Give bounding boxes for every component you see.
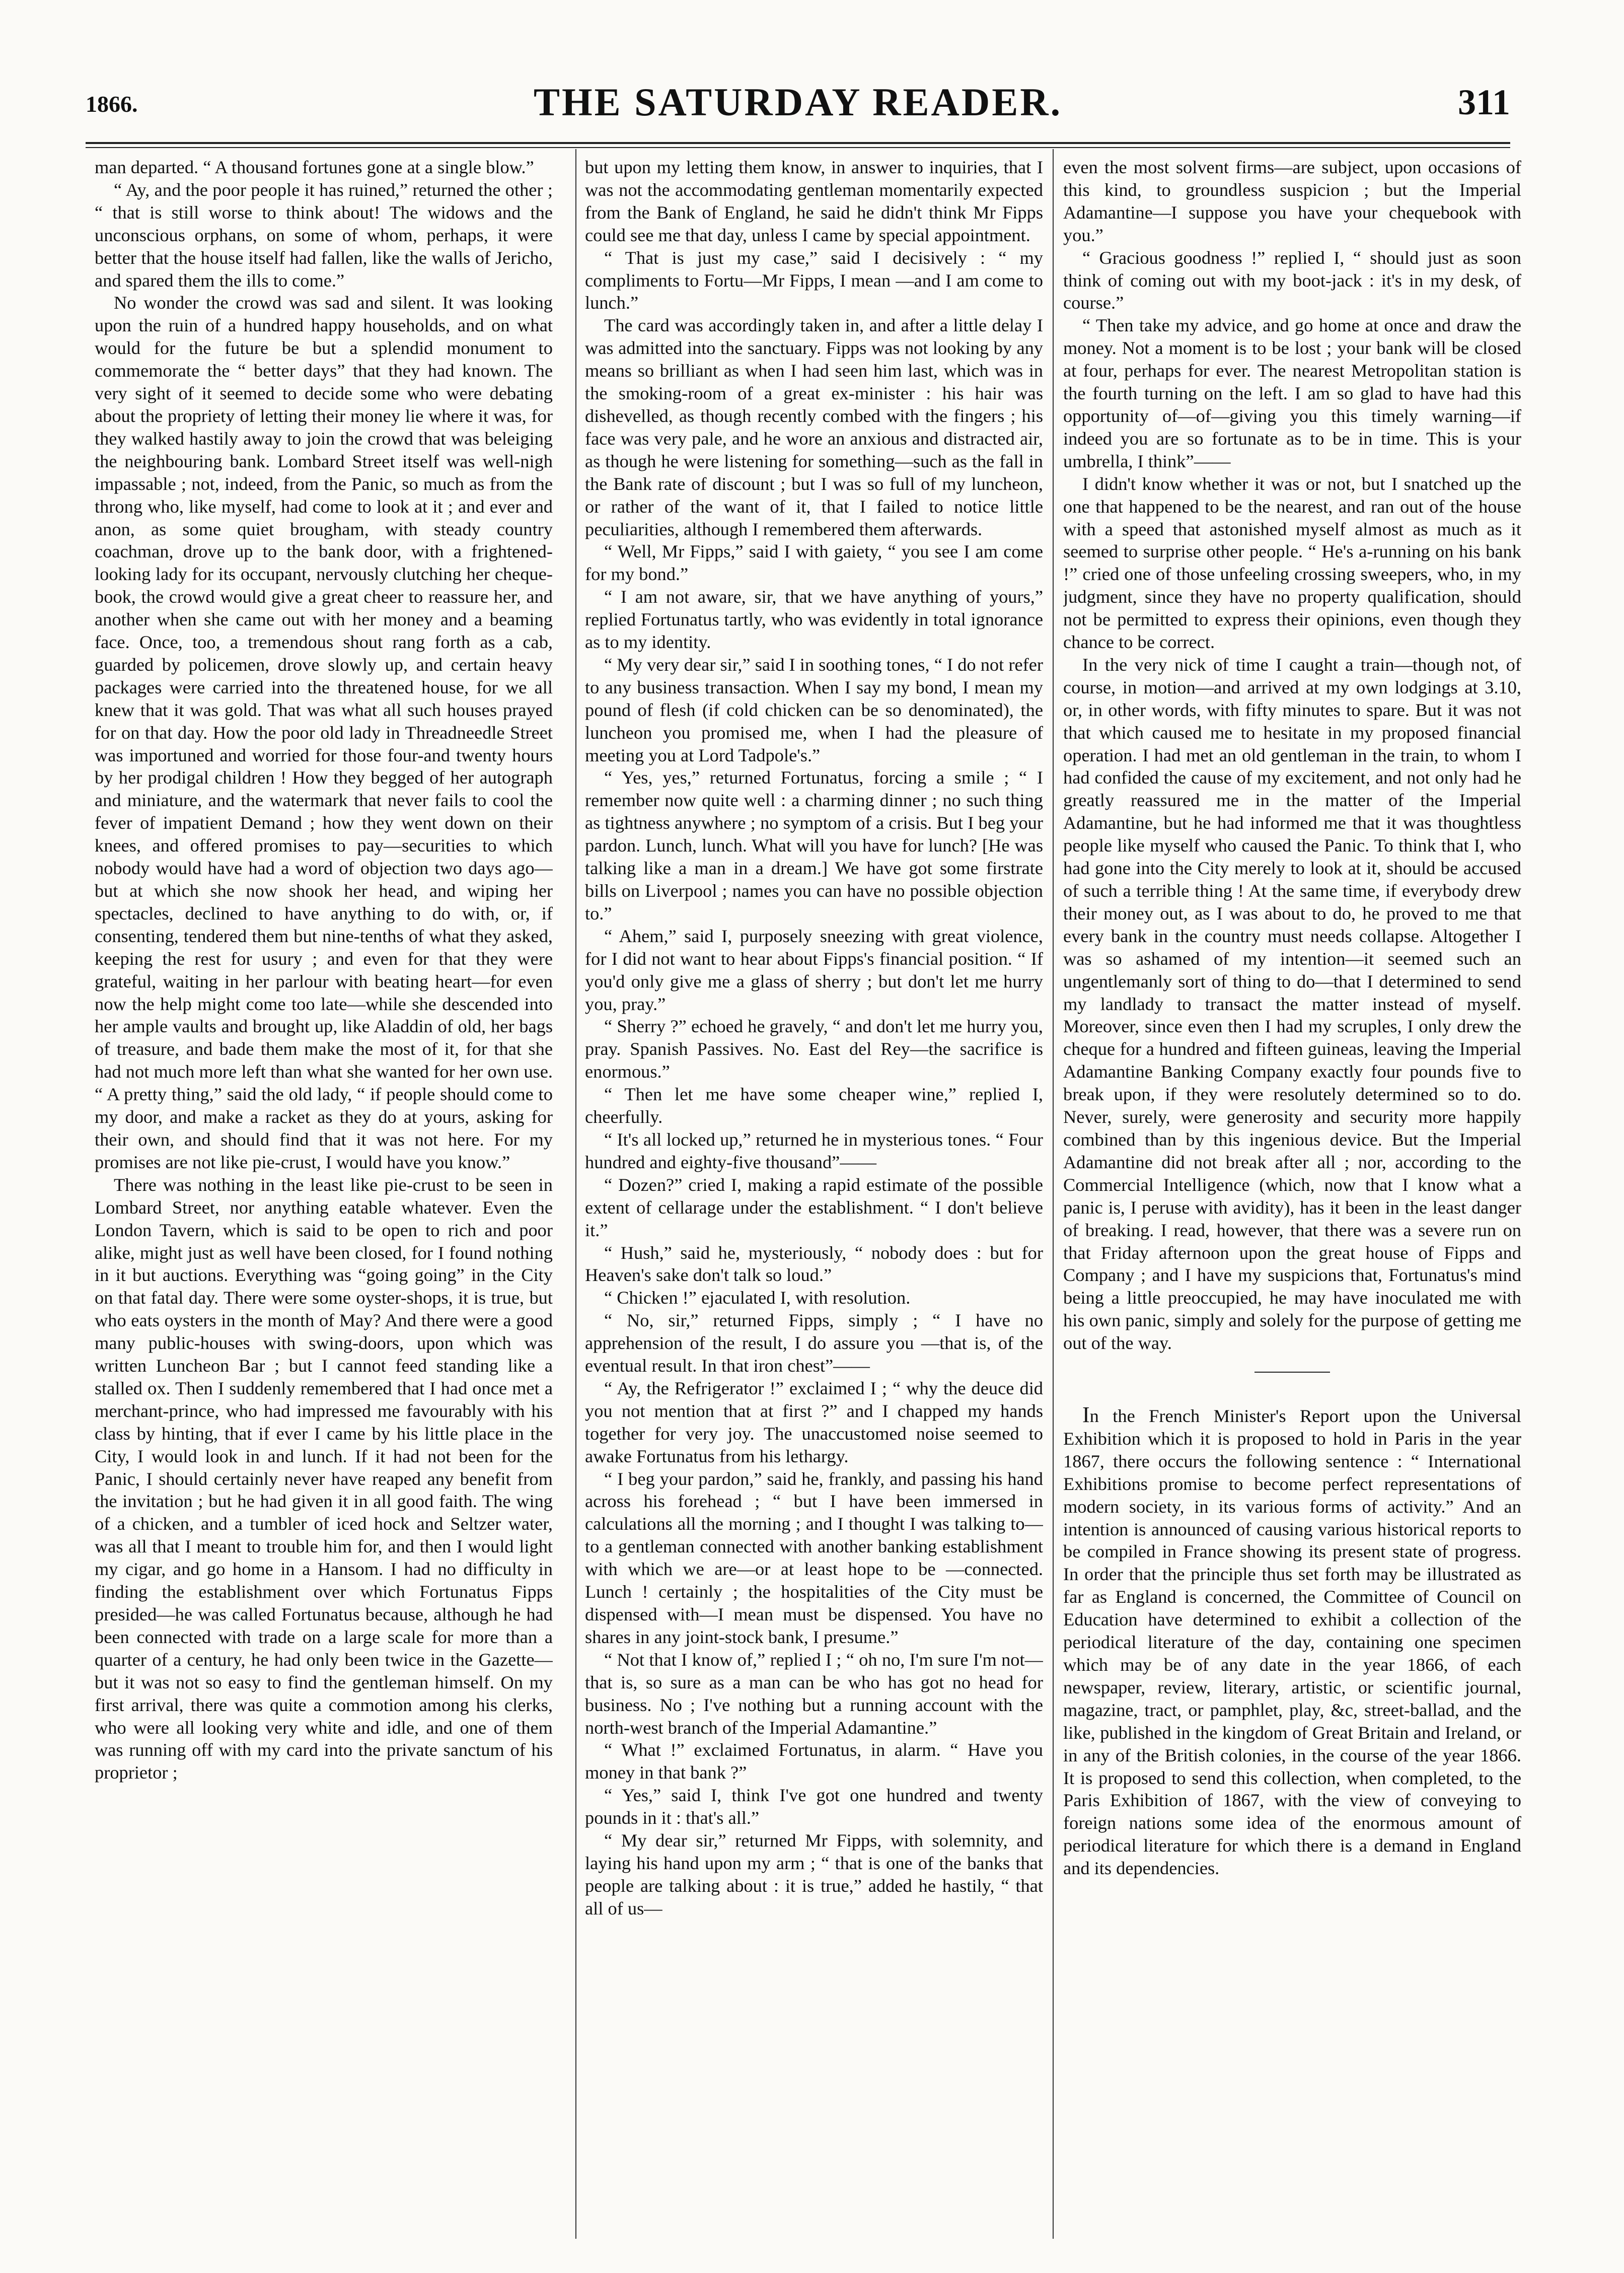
column-2 <box>585 156 1043 2246</box>
paragraph: “ I am not aware, sir, that we have anything of yours,” replied Fortunatus tartly, who was evidently in total ignorance as to my identity. <box>585 587 1043 653</box>
paragraph: In the very nick of time I caught a train—though not, of course, in motion—and arrived at my own lodgings at 3.10, or, in other words, with fifty minutes to spare. But it was not that which caused me to hesitate in my proposed financial operation. I had met an old gentleman in the train, to whom I had confided the cause of my excitement, and not only had he greatly reassured me in the matter of the Imperial Adamantine, but he had informed me that it was thoughtless people like myself who caused the Panic. To think that I, who had gone into the City merely to look at it, should be accused of such a terrible thing ! At the same time, if everybody drew their money out, as I was about to do, he proved to me that every bank in the country must needs collapse. Altogether I was so ashamed of my intention—it seemed such an ungentlemanly sort of thing to do—that I determined to send my landlady to transact the matter instead of myself. Moreover, since even then I had my scruples, I only drew the cheque for a hundred and fifteen guineas, leaving the Imperial Adamantine Banking Company exactly four pounds five to break upon, if they were resolutely determined so to do. Never, surely, were generosity and security more happily combined than by this ingenious device. But the Imperial Adamantine did not break after all ; nor, according to the Commercial Intelligence (which, now that I know what a panic is, I peruse with avidity), has it been in the least danger of breaking. I read, however, that there was a severe run on that Friday afternoon upon the great house of Fipps and Company ; and I have my suspicions that, Fortunatus's mind being a little preoccupied, he may have inoculated me with his own panic, simply and solely for the purpose of getting me out of the way. <box>1063 654 1521 1354</box>
header-rule-thin <box>86 147 1510 148</box>
paragraph: “ Not that I know of,” replied I ; “ oh no, I'm sure I'm not—that is, so sure as a man can be who has got no head for business. No ; I've nothing but a running account with the north-west branch of the Imperial Adamantine.” <box>585 1649 1043 1738</box>
paragraph: “ Dozen?” cried I, making a rapid estimate of the possible extent of cellarage under the establishment. “ I don't believe it.” <box>585 1174 1043 1240</box>
paragraph: I didn't know whether it was or not, but I snatched up the one that happened to be the nearest, and ran out of the house with a speed that astonished myself almost as much as it seemed to surprise other people. “ He's a-running on his bank !” cried one of those unfeeling crossing sweepers, who, in my judgment, since they have no property qualification, should not be permitted to express their opinions, even though they chance to be correct. <box>1063 473 1521 653</box>
paragraph: even the most solvent firms—are subject, upon occasions of this kind, to groundless suspicion ; but the Imperial Adamantine—I suppose you have your chequebook with you.” <box>1063 157 1521 245</box>
paragraph: “ Ahem,” said I, purposely sneezing with great violence, for I did not want to hear about Fipps's financial position. “ If you'd only give me a glass of sherry ; but don't let me hurry you, pray.” <box>585 926 1043 1014</box>
paragraph: In the French Minister's Report upon the Universal Exhibition which it is proposed to hold in Paris in the year 1867, there occurs the following sentence : “ International Exhibitions promise to become perfect representations of modern society, in its various forms of activity.” And an intention is announced of causing various historical reports to be compiled in France showing its present state of progress. In order that the principle thus set forth may be illustrated as far as England is concerned, the Committee of Council on Education have determined to exhibit a collection of the periodical literature of the day, containing one specimen which may be of any date in the year 1866, of each newspaper, review, literary, artistic, or scientific journal, magazine, tract, or pamphlet, play, &c, street-ballad, and the like, published in the kingdom of Great Britain and Ireland, or in any of the British colonies, in the course of the year 1866. It is proposed to send this collection, when completed, to the Paris Exhibition of 1867, with the view of conveying to foreign nations some idea of the enormous amount of periodical literature for which there is a demand in England and its dependencies. <box>1063 1402 1521 1879</box>
paragraph: The card was accordingly taken in, and after a little delay I was admitted into the sanctuary. Fipps was not looking by any means so brilliant as when I had seen him last, which was in the smoking-room of a great ex-minister : his hair was dishevelled, as though recently combed with the fingers ; his face was very pale, and he wore an anxious and distracted air, as though he were listening for something—such as the fall in the Bank rate of discount ; but I was so full of my luncheon, or rather of the want of it, that I failed to notice little peculiarities, although I remembered them afterwards. <box>585 315 1043 539</box>
paragraph: “ That is just my case,” said I decisively : “ my compliments to Fortu—Mr Fipps, I mean —and I am come to lunch.” <box>585 247 1043 313</box>
paragraph: “ My dear sir,” returned Mr Fipps, with solemnity, and laying his hand upon my arm ; “ that is one of the banks that people are talking about : it is true,” added he hastily, “ that all of us— <box>585 1830 1043 1919</box>
paragraph: “ Hush,” said he, mysteriously, “ nobody does : but for Heaven's sake don't talk so loud.” <box>585 1242 1043 1286</box>
paragraph: No wonder the crowd was sad and silent. It was looking upon the ruin of a hundred happy households, and on what would for the future be but a splendid monument to commemorate the “ better days” that they had known. The very sight of it seemed to decide some who were debating about the propriety of letting their money lie where it was, for they walked hastily away to join the crowd that was beleiging the neighbouring bank. Lombard Street itself was well-nigh impassable ; not, indeed, from the Panic, so much as from the throng who, like myself, had come to look at it ; and ever and anon, as some quiet brougham, with steady country coachman, drove up to the bank door, with a frightened-looking lady for its occupant, nervously clutching her cheque-book, the crowd would give a great cheer to reassure her, and another when she came out with her money and a beaming face. Once, too, a tremendous shout rang forth as a cab, guarded by policemen, drove slowly up, and certain heavy packages were carried into the threatened house, for we all knew that it was gold. That was what all such houses prayed for on that day. How the poor old lady in Threadneedle Street was importuned and worried for those four-and twenty hours by her prodigal children ! How they begged of her autograph and miniature, and the watermark that never fails to cool the fever of impatient Demand ; how they went down on their knees, and offered promises to pay—securities to which nobody would have had a word of objection two days ago—but at which she now shook her head, and wiping her spectacles, declined to have anything to do with, or, if consenting, tendered them but nine-tenths of what they asked, keeping the rest for usury ; and even for that they were grateful, waiting in her parlour with beating heart—for even now the help might come too late—while she descended into her ample vaults and brought up, like Aladdin of old, her bags of treasure, and bade them make the most of it, for that she had not much more left than what she wanted for her own use. “ A pretty thing,” said the old lady, “ if people should come to my door, and make a racket as they do at yours, asking for their own, and should find that it was not here. For my promises are not like pie-crust, I would have you know.” <box>95 293 553 1172</box>
issue-year: 1866. <box>86 91 138 117</box>
paragraph: “ Yes,” said I, think I've got one hundred and twenty pounds in it : that's all.” <box>585 1785 1043 1828</box>
paragraph: “ Ay, and the poor people it has ruined,” returned the other ; “ that is still worse to think about! The widows and the unconscious orphans, on some of whom, perhaps, it were better that the house itself had fallen, like the walls of Jericho, and spared them the ills to come.” <box>95 179 553 291</box>
paragraph: “ It's all locked up,” returned he in mysterious tones. “ Four hundred and eighty-five thousand”—— <box>585 1129 1043 1172</box>
paragraph: “ Then let me have some cheaper wine,” replied I, cheerfully. <box>585 1084 1043 1127</box>
masthead-title: THE SATURDAY READER. <box>533 80 1063 124</box>
column-3 <box>1063 156 1521 2246</box>
paragraph: “ Yes, yes,” returned Fortunatus, forcing a smile ; “ I remember now quite well : a charming dinner ; no such thing as tightness anywhere ; no symptom of a crisis. But I beg your pardon. Lunch, lunch. What will you have for lunch? [He was talking like a man in a dream.] We have got some firstrate bills on Liverpool ; names you can have no possible objection to.” <box>585 767 1043 924</box>
column-divider <box>575 149 576 2239</box>
header-rule <box>86 142 1510 144</box>
article-separator <box>1254 1372 1330 1373</box>
paragraph: “ Sherry ?” echoed he gravely, “ and don't let me hurry you, pray. Spanish Passives. No. East del Rey—the sacrifice is enormous.” <box>585 1016 1043 1082</box>
column-1 <box>95 156 553 2246</box>
paragraph: “ Chicken !” ejaculated I, with resolution. <box>604 1288 911 1308</box>
column-divider <box>1053 149 1054 2239</box>
paragraph: “ Gracious goodness !” replied I, “ should just as soon think of coming out with my boot-jack : it's in my desk, of course.” <box>1063 247 1521 313</box>
page-number: 311 <box>1457 82 1510 122</box>
paragraph: “ No, sir,” returned Fipps, simply ; “ I have no apprehension of the result, I do assure you —that is, of the eventual result. In that iron chest”—— <box>585 1310 1043 1376</box>
page-header <box>86 80 1510 140</box>
paragraph: “ Ay, the Refrigerator !” exclaimed I ; “ why the deuce did you not mention that at first ?” and I chapped my hands together for very joy. The unaccustomed noise seemed to awake Fortunatus from his lethargy. <box>585 1378 1043 1466</box>
paragraph: “ My very dear sir,” said I in soothing tones, “ I do not refer to any business transaction. When I say my bond, I mean my pound of flesh (if cold chicken can be so denominated), the luncheon you promised me, when I had the pleasure of meeting you at Lord Tadpole's.” <box>585 654 1043 765</box>
paragraph: “ Then take my advice, and go home at once and draw the money. Not a moment is to be lost ; your bank will be closed at four, perhaps for ever. The nearest Metropolitan station is the fourth turning on the left. I am so glad to have had this opportunity of—of—giving you this timely warning—if indeed you are so fortunate as to be in time. This is your umbrella, I think”—— <box>1063 315 1521 471</box>
paragraph: “ Well, Mr Fipps,” said I with gaiety, “ you see I am come for my bond.” <box>585 541 1043 585</box>
paragraph: There was nothing in the least like pie-crust to be seen in Lombard Street, nor anything eatable whatever. Even the London Tavern, which is said to be open to rich and poor alike, might just as well have been closed, for I found nothing in it but auctions. Everything was “going going” in the City on that fatal day. There were some oyster-shops, it is true, but who eats oysters in the month of May? And there were a good many public-houses with swing-doors, upon which was written Luncheon Bar ; but I cannot feed standing like a stalled ox. Then I suddenly remembered that I had once met a merchant-prince, who had impressed me favourably with his class by hinting, that if ever I came by his little place in the City, I would look in and lunch. If it had not been for the Panic, I should certainly never have reaped any benefit from the invitation ; but he had given it in all good faith. The wing of a chicken, and a tumbler of iced hock and Seltzer water, was all that I meant to trouble him for, and then I would light my cigar, and go home in a Hansom. I had no difficulty in finding the establishment over which Fortunatus Fipps presided—he was called Fortunatus because, although he had been connected with trade on a large scale for more than a quarter of a century, he had only been twice in the Gazette—but it was not so easy to find the gentleman himself. On my first arrival, there was quite a commotion among his clerks, who were all looking very white and idle, and one of them was running off with my card into the private sanctum of his proprietor ; <box>95 1174 553 1783</box>
paragraph: “ I beg your pardon,” said he, frankly, and passing his hand across his forehead ; “ but I have been immersed in calculations all the morning ; and I thought I was talking to—to a gentleman connected with another banking establishment with which we are—or at least hope to be —connected. Lunch ! certainly ; the hospitalities of the City must be dispensed with—I mean must be dispensed. You have no shares in any joint-stock bank, I presume.” <box>585 1468 1043 1647</box>
paragraph: but upon my letting them know, in answer to inquiries, that I was not the accommodating gentleman momentarily expected from the Bank of England, he said he didn't think Mr Fipps could see me that day, unless I came by special appointment. <box>585 157 1043 245</box>
paragraph: “ What !” exclaimed Fortunatus, in alarm. “ Have you money in that bank ?” <box>585 1740 1043 1783</box>
paragraph: man departed. “ A thousand fortunes gone at a single blow.” <box>95 157 534 177</box>
